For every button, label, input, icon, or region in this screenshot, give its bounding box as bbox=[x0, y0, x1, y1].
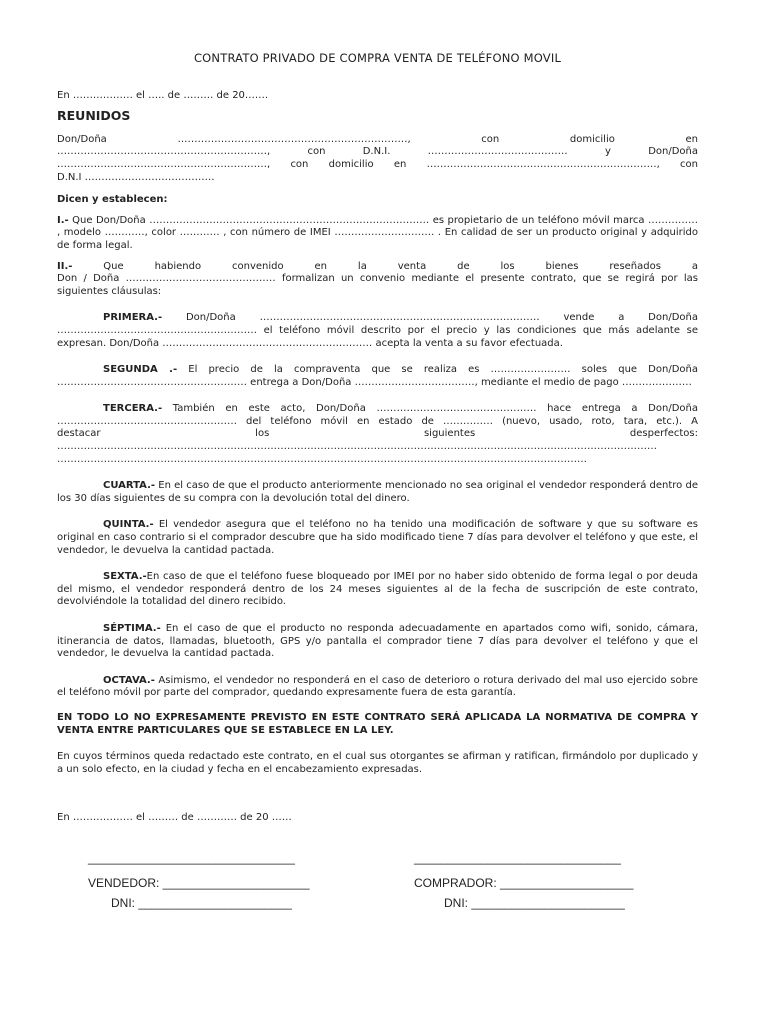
vendedor-signature-line: _______________________________ bbox=[88, 851, 295, 865]
clause-text: El precio de la compraventa que se realiza es …………………… soles que Don/Doña ………………………………………………… entrega a Don/Doña ………………………………, mediante el medio de pago ………………… bbox=[57, 364, 698, 388]
clause-text: Don/Doña ………………………………………………………………………… vende a Don/Doña …………………………………………………… el teléfono móvil descrito por el precio y las condiciones que más adelante se expresan. Don/Doña ……………………………………………………… acepta la venta a su favor efectuada. bbox=[57, 312, 698, 349]
clause-text: Don / Doña ……………………………………… formalizan un convenio mediante el presente contrato, que se regirá por las siguientes cláusulas: bbox=[57, 273, 698, 297]
clause-text: ……………………………………………………………………………………………………………………………………………………………… bbox=[57, 441, 657, 453]
clause-text: …………………………………………………………………………………………………………………………………………… bbox=[57, 453, 587, 465]
clause-sexta bbox=[57, 571, 698, 609]
comprador-label: COMPRADOR: ____________________ bbox=[414, 876, 634, 890]
clause-quinta bbox=[57, 519, 698, 557]
reunidos-line: D.N.I ………………………………… bbox=[57, 171, 215, 183]
place-date-top: En ……………… el ….. de ……… de 20……. bbox=[57, 89, 269, 101]
vendedor-dni: DNI: _______________________ bbox=[111, 896, 292, 910]
reunidos-line: ………………………………………………………, con domicilio en ……………………………………………………………, con bbox=[57, 158, 698, 170]
reunidos-heading: REUNIDOS bbox=[57, 108, 131, 124]
clause-label: I.- bbox=[57, 214, 69, 226]
clause-label: CUARTA.- bbox=[103, 480, 156, 492]
clause-ii bbox=[57, 261, 698, 299]
clause-label: SEXTA.- bbox=[103, 571, 147, 583]
clause-text: ……………………………………………… del teléfono móvil en estado de …………… (nuevo, usado, roto, tara, etc.). A bbox=[57, 415, 698, 427]
reunidos-paragraph bbox=[57, 134, 698, 184]
clause-label: TERCERA.- bbox=[103, 403, 163, 415]
clause-text: destacar los siguientes desperfectos: bbox=[57, 428, 698, 440]
clause-tercera bbox=[57, 403, 698, 466]
clause-text: También en este acto, Don/Doña ………………………………………… hace entrega a Don/Doña bbox=[162, 403, 698, 415]
place-date-bottom: En ……………… el ……… de ………… de 20 …… bbox=[57, 812, 292, 824]
dicen-heading: Dicen y establecen: bbox=[57, 194, 168, 206]
clause-text: En el caso de que el producto anteriormente mencionado no sea original el vendedor responderá dentro de los 30 días siguientes de su compra con la devolución total del dinero. bbox=[57, 480, 698, 504]
clause-primera bbox=[57, 312, 698, 350]
document-title: CONTRATO PRIVADO DE COMPRA VENTA DE TELÉFONO MOVIL bbox=[193, 51, 562, 65]
clause-label: SEGUNDA .- bbox=[103, 364, 178, 376]
clause-septima bbox=[57, 623, 698, 661]
clause-text: En el caso de que el producto no responda adecuadamente en apartados como wifi, sonido, cámara, itinerancia de datos, llamadas, bluetooth, GPS y/o pantalla el comprador tiene 7 días para devolver el teléfono y que el vendedor, le devuelva la cantidad pactada. bbox=[57, 623, 698, 660]
clause-text: Que habiendo convenido en la venta de los bienes reseñados a bbox=[72, 260, 698, 272]
vendedor-label: VENDEDOR: ______________________ bbox=[88, 876, 310, 890]
clause-octava bbox=[57, 675, 698, 700]
clause-cuarta bbox=[57, 480, 698, 505]
comprador-signature-line: _______________________________ bbox=[414, 851, 621, 865]
clause-text: Que Don/Doña ………………………………………………………………………… es propietario de un teléfono móvil marca …………… , modelo …………, color ………… , con número de IMEI ………………………… . En calidad de ser un producto original y adquirido de forma legal. bbox=[57, 214, 698, 251]
normativa-paragraph: EN TODO LO NO EXPRESAMENTE PREVISTO EN ESTE CONTRATO SERÁ APLICADA LA NORMATIVA DE COMPRA Y VENTA ENTRE PARTICULARES QUE SE ESTABLECE EN LA LEY. bbox=[57, 711, 698, 736]
comprador-dni: DNI: _______________________ bbox=[444, 896, 625, 910]
reunidos-line: Don/Doña ……………………………………………………………, con domicilio en bbox=[57, 133, 698, 145]
clause-label: OCTAVA.- bbox=[103, 674, 155, 686]
reunidos-line: ………………………………………………………, con D.N.I. …………………………………… y Don/Doña bbox=[57, 146, 698, 158]
clause-segunda bbox=[57, 364, 698, 389]
clause-text: En caso de que el teléfono fuese bloqueado por IMEI por no haber sido obtenido de forma legal o por deuda del mismo, el vendedor responderá dentro de los 24 meses siguientes al de la fecha de suscripción de este contrato, devolviéndole la totalidad del dinero recibido. bbox=[57, 571, 698, 608]
clause-text: El vendedor asegura que el teléfono no ha tenido una modificación de software y que su software es original en caso contrario si el comprador descubre que ha sido modificado tiene 7 días para devolver el teléfono y que este, el vendedor, le devuelva la cantidad pactada. bbox=[57, 519, 698, 556]
clause-label: QUINTA.- bbox=[103, 519, 154, 531]
clause-label: II.- bbox=[57, 260, 73, 272]
closing-paragraph: En cuyos términos queda redactado este contrato, en el cual sus otorgantes se afirman y ratifican, firmándolo por duplicado y a un solo efecto, en la ciudad y fecha en el encabezamiento expresadas. bbox=[57, 751, 698, 775]
clause-label: SÉPTIMA.- bbox=[103, 623, 161, 634]
clause-i bbox=[57, 215, 698, 253]
clause-label: PRIMERA.- bbox=[103, 312, 163, 324]
clause-text: Asimismo, el vendedor no responderá en el caso de deterioro o rotura derivado del mal uso ejercido sobre el teléfono móvil por parte del comprador, quedando expresamente fuera de esta garantía. bbox=[57, 674, 698, 699]
